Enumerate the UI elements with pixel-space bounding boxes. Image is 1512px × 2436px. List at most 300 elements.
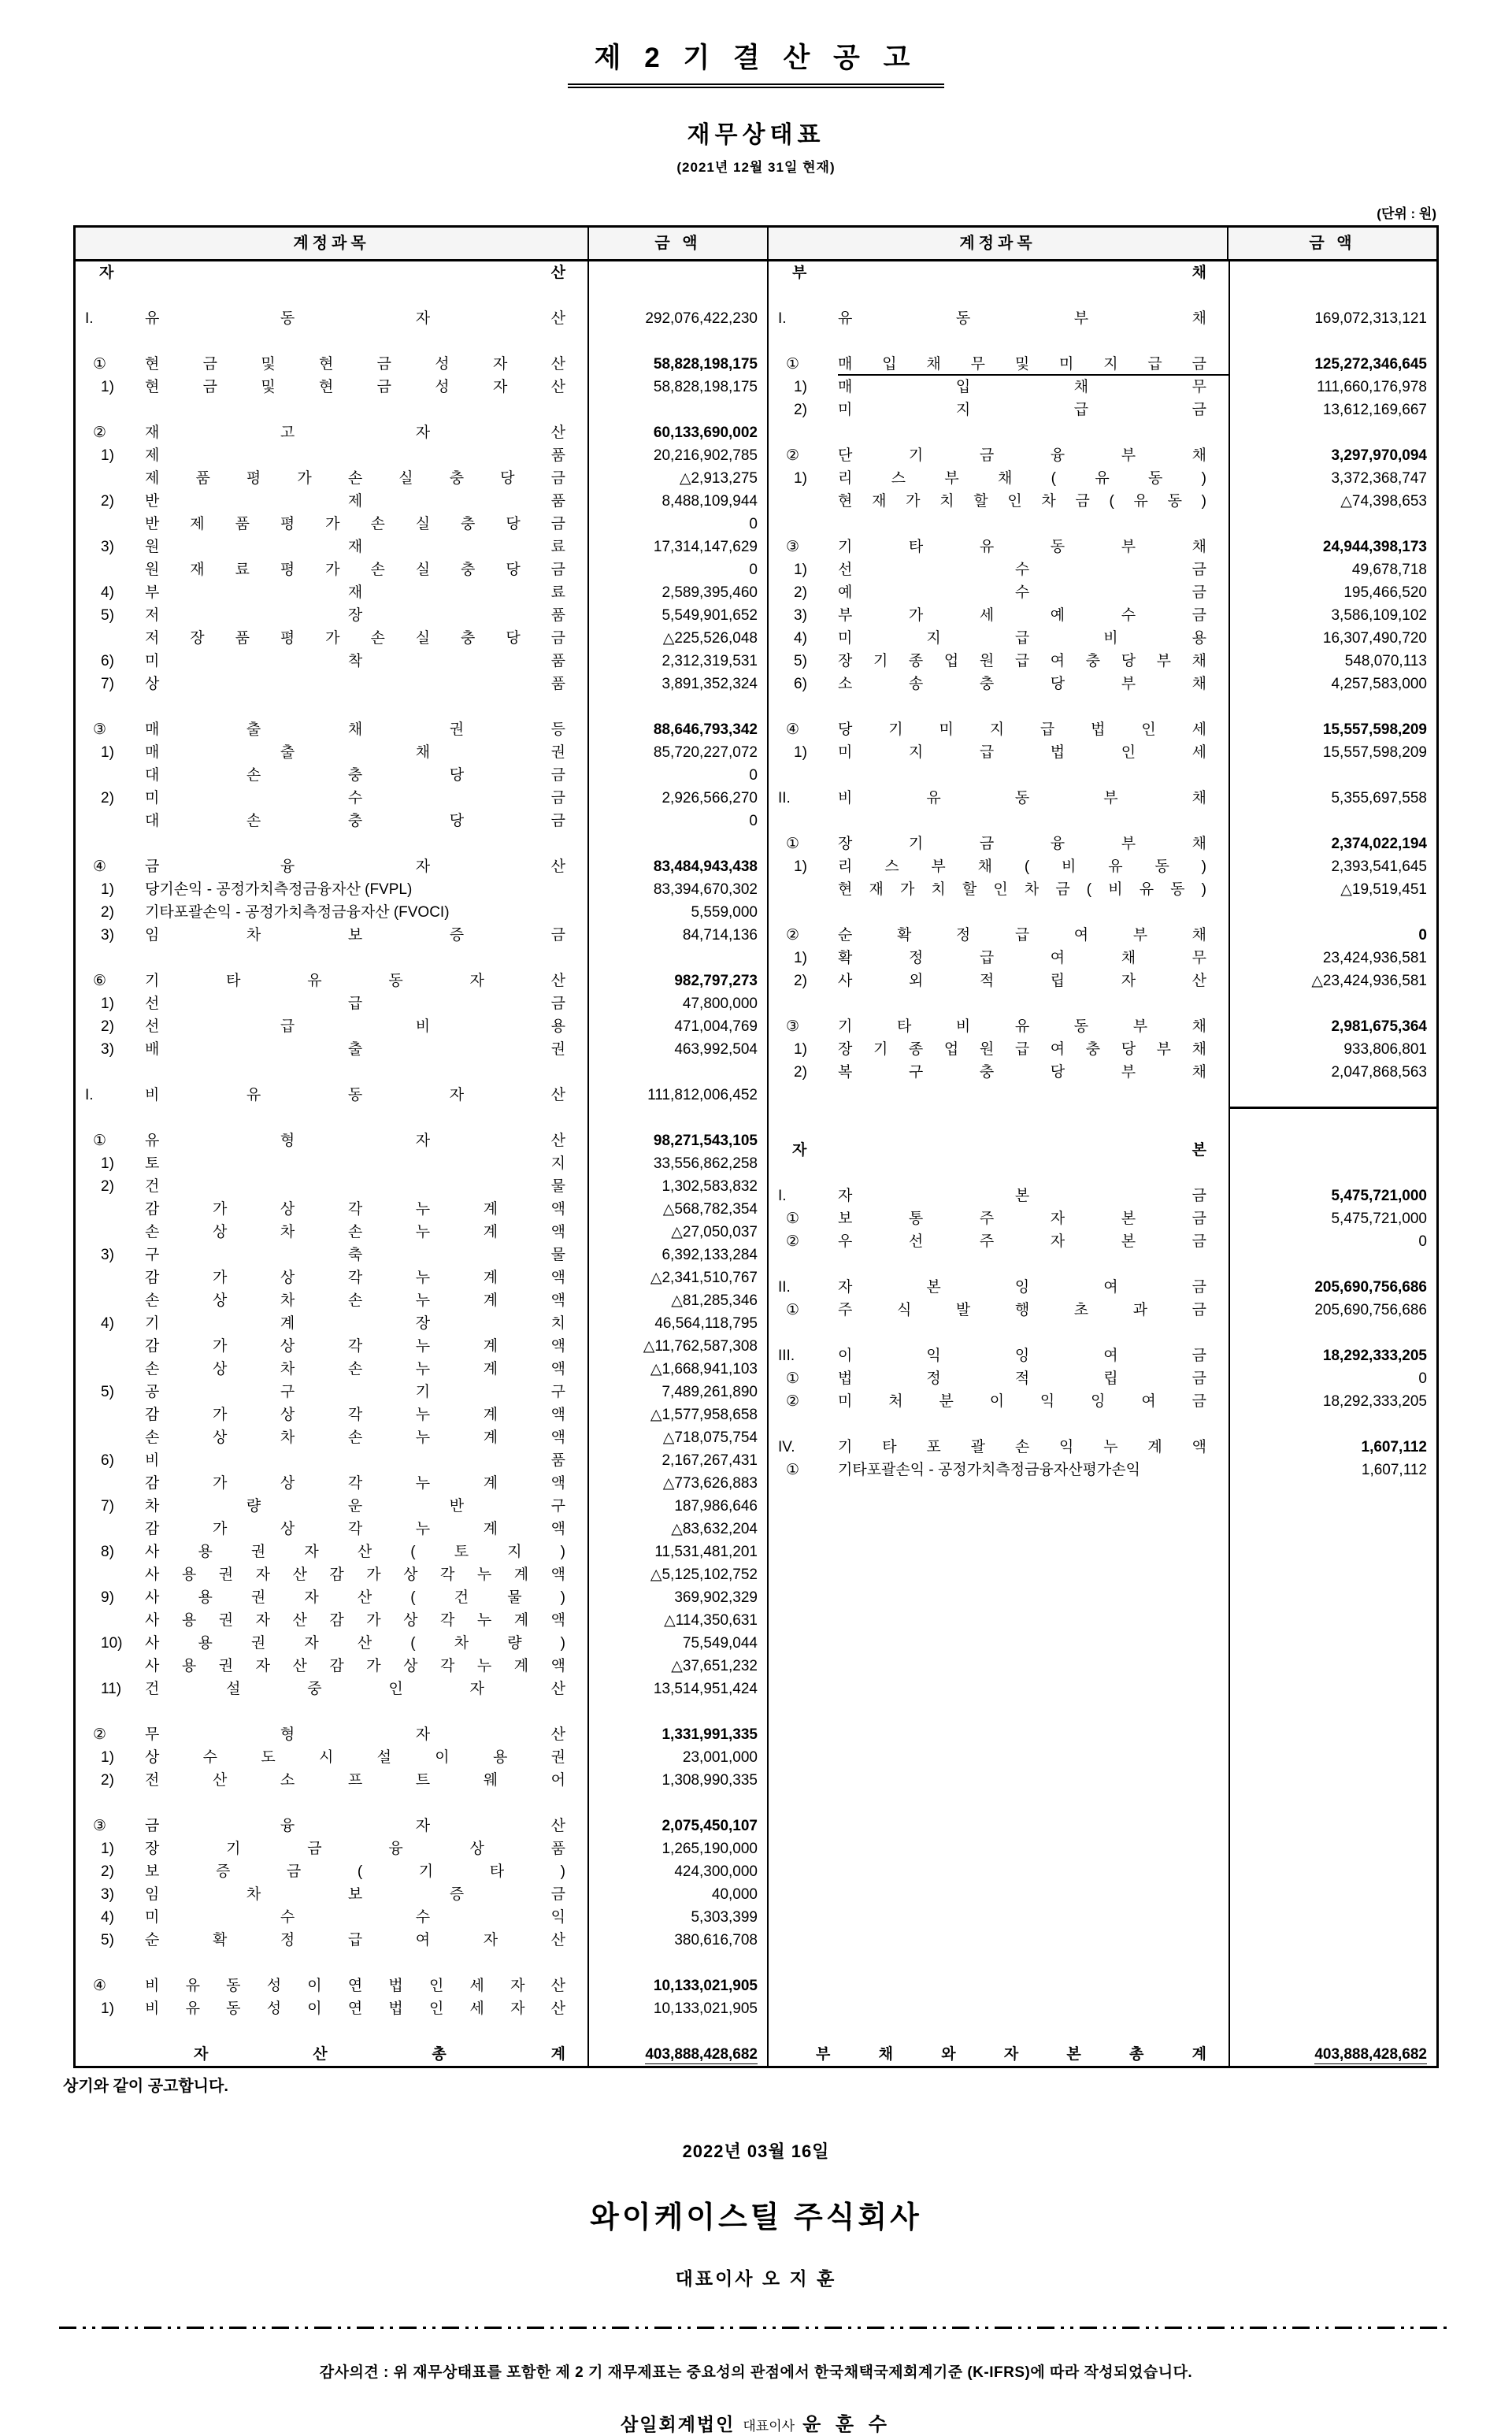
row-prefix: 2)	[794, 402, 807, 418]
notice-text: 상기와 같이 공고합니다.	[63, 2078, 228, 2095]
amount-cell: 10,133,021,905	[587, 1997, 767, 2020]
row-prefix: 5)	[101, 607, 114, 624]
table-row	[76, 536, 767, 558]
row-prefix: ④	[93, 1978, 107, 1994]
amount-cell	[1228, 695, 1436, 718]
amount-cell: 2,393,541,645	[1228, 855, 1436, 878]
amount-cell	[1228, 1139, 1436, 1162]
account-label: 예 수 금	[838, 584, 1206, 601]
balance-sheet-table	[73, 225, 1439, 2068]
amount-cell: 1,308,990,335	[587, 1769, 767, 1792]
table-row	[76, 1860, 767, 1883]
row-prefix	[76, 1358, 145, 1381]
spacer-row	[769, 330, 1436, 353]
account-label: 현 재 가 치 할 인 차 금 ( 비 유 동 )	[838, 881, 1206, 898]
account-label: 순 확 정 급 여 부 채	[838, 927, 1206, 944]
amount-cell: 0	[587, 558, 767, 581]
table-row	[76, 1906, 767, 1929]
account-label: 전 산 소 프 트 웨 어	[145, 1772, 565, 1789]
account-label: 우 선 주 자 본 금	[838, 1233, 1206, 1250]
amount-cell	[587, 947, 767, 970]
spacer-row	[76, 1061, 767, 1084]
amount-cell: 13,514,951,424	[587, 1678, 767, 1700]
row-prefix: 3)	[101, 1886, 114, 1903]
account-label: 보 통 주 자 본 금	[838, 1211, 1206, 1227]
row-prefix: ③	[93, 721, 107, 738]
dash-dot-divider	[59, 2327, 1453, 2329]
amount-cell: 83,484,943,438	[587, 855, 767, 878]
table-row	[76, 1015, 767, 1038]
amount-cell: 548,070,113	[1228, 650, 1436, 673]
amount-cell	[1228, 764, 1436, 787]
table-row	[76, 558, 767, 581]
amount-cell	[1228, 421, 1436, 444]
table-row	[769, 1344, 1436, 1367]
table-row	[76, 376, 767, 399]
table-row	[769, 490, 1436, 513]
table-row	[769, 1459, 1436, 1481]
spacer-row	[76, 1952, 767, 1974]
row-prefix: 1)	[794, 744, 807, 761]
row-prefix: 1)	[101, 744, 114, 761]
table-row	[76, 673, 767, 695]
amount-cell: 3,297,970,094	[1228, 444, 1436, 467]
spacer-row	[769, 1322, 1436, 1344]
amount-cell: 8,488,109,944	[587, 490, 767, 513]
total-label: 부 채 와 자 본 총 계	[816, 2046, 1206, 2063]
account-label: 미 지 급 금	[838, 402, 1206, 418]
liabilities-equity-pane	[767, 261, 1436, 2066]
amount-cell: 75,549,044	[587, 1632, 767, 1655]
account-label: 사 용 권 자 산 ( 건 물 )	[145, 1589, 565, 1606]
amount-cell	[587, 1792, 767, 1815]
table-row	[76, 1449, 767, 1472]
spacer-row	[769, 764, 1436, 787]
amount-cell: 83,394,670,302	[587, 878, 767, 901]
amount-cell: 403,888,428,682	[1228, 2043, 1436, 2066]
amount-cell: 3,372,368,747	[1228, 467, 1436, 490]
table-row	[769, 1185, 1436, 1207]
row-prefix	[76, 627, 145, 650]
amount-cell: 88,646,793,342	[587, 718, 767, 741]
table-row	[76, 1655, 767, 1678]
table-row	[76, 1038, 767, 1061]
row-prefix: 1)	[101, 447, 114, 464]
table-row	[769, 878, 1436, 901]
account-label: 금 융 자 산	[145, 1818, 565, 1834]
spacer-row	[769, 1162, 1436, 1185]
section-label: 자 본	[792, 1142, 1206, 1159]
amount-cell: 380,616,708	[587, 1929, 767, 1952]
row-prefix: 2)	[101, 904, 114, 921]
row-prefix	[76, 764, 145, 787]
amount-cell: 1,607,112	[1228, 1436, 1436, 1459]
account-label: 순 확 정 급 여 자 산	[145, 1932, 565, 1948]
amount-cell: △114,350,631	[587, 1609, 767, 1632]
table-row	[76, 878, 767, 901]
row-prefix: ①	[786, 356, 800, 373]
row-prefix	[76, 1403, 145, 1426]
amount-cell: 15,557,598,209	[1228, 718, 1436, 741]
account-label: 상 품	[145, 676, 565, 692]
header-account-right: 계정과목	[767, 228, 1227, 259]
row-prefix: IV.	[778, 1439, 795, 1455]
account-label: 사 외 적 립 자 산	[838, 973, 1206, 989]
account-label: 미 수 금	[145, 790, 565, 806]
row-prefix: ①	[786, 836, 800, 852]
section-label: 부 채	[792, 265, 1206, 281]
amount-cell: 205,690,756,686	[1228, 1276, 1436, 1299]
table-row	[769, 627, 1436, 650]
amount-cell	[1228, 992, 1436, 1015]
account-label: 손 상 차 손 누 계 액	[145, 1224, 565, 1240]
amount-cell: △225,526,048	[587, 627, 767, 650]
table-row	[76, 1837, 767, 1860]
table-row	[76, 1472, 767, 1495]
row-prefix	[76, 1335, 145, 1358]
auditor-name: 윤 훈 수	[802, 2414, 891, 2435]
row-prefix: 3)	[794, 607, 807, 624]
row-prefix: I.	[85, 310, 94, 327]
account-label: 비 유 동 부 채	[838, 790, 1206, 806]
row-prefix: 1)	[794, 950, 807, 966]
spacer-row	[76, 1107, 767, 1129]
table-row	[76, 353, 767, 376]
amount-cell: 5,559,000	[587, 901, 767, 924]
row-prefix	[76, 1198, 145, 1221]
row-prefix: 2)	[101, 1863, 114, 1880]
table-row	[76, 1929, 767, 1952]
account-label: 감 가 상 각 누 계 액	[145, 1338, 565, 1355]
row-prefix: 4)	[794, 630, 807, 647]
account-label: 배 출 권	[145, 1041, 565, 1058]
account-label: 손 상 차 손 누 계 액	[145, 1361, 565, 1377]
row-prefix: ②	[786, 1393, 800, 1410]
account-label: 매 입 채 무 및 미 지 급 금	[838, 353, 1228, 376]
amount-cell	[1228, 1162, 1436, 1185]
account-label: 기 타 비 유 동 부 채	[838, 1018, 1206, 1035]
account-label: 확 정 급 여 채 무	[838, 950, 1206, 966]
table-row	[76, 1563, 767, 1586]
table-row	[76, 421, 767, 444]
amount-cell: 403,888,428,682	[587, 2043, 767, 2066]
amount-cell: 1,265,190,000	[587, 1837, 767, 1860]
spacer-row	[76, 284, 767, 307]
table-row	[76, 1997, 767, 2020]
company-name: 와이케이스틸 주식회사	[590, 2201, 922, 2234]
spacer-row	[769, 1116, 1436, 1139]
amount-cell: △2,341,510,767	[587, 1266, 767, 1289]
header-amount-right: 금 액	[1227, 228, 1436, 259]
auditor-line	[0, 2408, 1512, 2436]
account-label: 임 차 보 증 금	[145, 1886, 565, 1903]
table-row	[76, 1198, 767, 1221]
table-row	[769, 1230, 1436, 1253]
amount-cell: 5,303,399	[587, 1906, 767, 1929]
table-row	[76, 1974, 767, 1997]
row-prefix: 1)	[794, 1041, 807, 1058]
amount-cell	[1228, 513, 1436, 536]
account-label: 반 제 품	[145, 493, 565, 510]
table-row	[76, 1084, 767, 1107]
account-label: 유 동 자 산	[145, 310, 565, 327]
amount-cell: 1,302,583,832	[587, 1175, 767, 1198]
table-row	[76, 1632, 767, 1655]
row-prefix: ②	[93, 1726, 107, 1743]
account-label: 사 용 권 자 산 감 가 상 각 누 계 액	[145, 1567, 565, 1583]
account-label: 임 차 보 증 금	[145, 927, 565, 944]
row-prefix: 7)	[101, 1498, 114, 1515]
amount-cell	[1228, 1322, 1436, 1344]
table-row	[76, 1403, 767, 1426]
account-label: 매 출 채 권 등	[145, 721, 565, 738]
table-row	[76, 1312, 767, 1335]
amount-cell: 46,564,118,795	[587, 1312, 767, 1335]
total-row	[76, 2043, 767, 2066]
amount-cell	[587, 2020, 767, 2043]
table-row	[76, 513, 767, 536]
amount-cell: 2,047,868,563	[1228, 1061, 1436, 1084]
account-label: 비 유 동 성 이 연 법 인 세 자 산	[145, 2000, 565, 2017]
row-prefix: 1)	[101, 996, 114, 1012]
account-label: 저 장 품 평 가 손 실 충 당 금	[145, 630, 565, 647]
account-label: 매 출 채 권	[145, 744, 565, 761]
row-prefix: ③	[786, 539, 800, 555]
amount-cell: 2,374,022,194	[1228, 832, 1436, 855]
amount-cell: 20,216,902,785	[587, 444, 767, 467]
table-row	[769, 307, 1436, 330]
account-label: 현 금 및 현 금 성 자 산	[145, 379, 565, 395]
spacer-row	[76, 1792, 767, 1815]
table-row	[76, 1495, 767, 1518]
table-row	[76, 1678, 767, 1700]
amount-cell: 187,986,646	[587, 1495, 767, 1518]
amount-cell	[1228, 261, 1436, 284]
amount-cell	[587, 695, 767, 718]
account-label: 공 구 기 구	[145, 1384, 565, 1400]
amount-cell: 33,556,862,258	[587, 1152, 767, 1175]
spacer-row	[76, 330, 767, 353]
account-label: 현 재 가 치 할 인 차 금 ( 유 동 )	[838, 493, 1206, 510]
account-label: 사 용 권 자 산 ( 차 량 )	[145, 1635, 565, 1652]
table-row	[76, 1769, 767, 1792]
amount-cell: 98,271,543,105	[587, 1129, 767, 1152]
spacer-row	[76, 695, 767, 718]
account-label: 이 익 잉 여 금	[838, 1348, 1206, 1364]
amount-cell: 111,660,176,978	[1228, 376, 1436, 399]
amount-cell: 982,797,273	[587, 970, 767, 992]
amount-cell: 3,891,352,324	[587, 673, 767, 695]
section-label: 자 산	[99, 265, 565, 281]
amount-cell: 18,292,333,205	[1228, 1390, 1436, 1413]
amount-cell: 7,489,261,890	[587, 1381, 767, 1403]
table-row	[76, 467, 767, 490]
row-prefix: 6)	[101, 653, 114, 669]
amount-cell: △5,125,102,752	[587, 1563, 767, 1586]
row-prefix: 2)	[101, 790, 114, 806]
amount-cell	[587, 330, 767, 353]
table-row	[769, 650, 1436, 673]
table-row	[76, 810, 767, 832]
table-row	[769, 787, 1436, 810]
account-label: 반 제 품 평 가 손 실 충 당 금	[145, 516, 565, 532]
spacer-row	[769, 695, 1436, 718]
table-row	[769, 1015, 1436, 1038]
account-label: 기 타 포 괄 손 익 누 계 액	[838, 1439, 1206, 1455]
account-label: 대 손 충 당 금	[145, 813, 565, 829]
amount-cell: △37,651,232	[587, 1655, 767, 1678]
amount-cell: 2,589,395,460	[587, 581, 767, 604]
row-prefix: III.	[778, 1348, 795, 1364]
row-prefix	[76, 1518, 145, 1541]
table-row	[76, 718, 767, 741]
row-prefix: ①	[786, 1302, 800, 1318]
amount-cell: 0	[587, 764, 767, 787]
account-label: 유 형 자 산	[145, 1133, 565, 1149]
right-pane-filler	[769, 1481, 1436, 2043]
amount-cell: 15,557,598,209	[1228, 741, 1436, 764]
table-row	[769, 970, 1436, 992]
row-prefix	[76, 1609, 145, 1632]
amount-cell: △27,050,037	[587, 1221, 767, 1244]
spacer-row	[76, 1700, 767, 1723]
table-row	[769, 353, 1436, 376]
account-label: 리 스 부 채 ( 유 동 )	[838, 470, 1206, 487]
row-prefix: 10)	[101, 1635, 123, 1652]
account-label: 장 기 금 융 상 품	[145, 1841, 565, 1857]
account-label: 법 정 적 립 금	[838, 1370, 1206, 1387]
row-prefix: II.	[778, 790, 791, 806]
spacer-row	[769, 284, 1436, 307]
row-prefix	[769, 878, 838, 901]
row-prefix: 2)	[794, 973, 807, 989]
amount-cell: 2,981,675,364	[1228, 1015, 1436, 1038]
account-label: 부 재 료	[145, 584, 565, 601]
amount-cell: 49,678,718	[1228, 558, 1436, 581]
account-label: 소 송 충 당 부 채	[838, 676, 1206, 692]
row-prefix: ④	[93, 858, 107, 875]
account-label: 기 타 유 동 부 채	[838, 539, 1206, 555]
account-label: 현 금 및 현 금 성 자 산	[145, 356, 565, 373]
account-label: 상 수 도 시 설 이 용 권	[145, 1749, 565, 1766]
amount-cell: 2,926,566,270	[587, 787, 767, 810]
total-label: 자 산 총 계	[194, 2046, 565, 2063]
account-label: 감 가 상 각 누 계 액	[145, 1407, 565, 1423]
account-label: 자 본 잉 여 금	[838, 1279, 1206, 1296]
table-row	[769, 718, 1436, 741]
table-row	[76, 901, 767, 924]
row-prefix: 2)	[101, 493, 114, 510]
row-prefix: II.	[778, 1279, 791, 1296]
section-heading-row	[769, 1139, 1436, 1162]
table-row	[76, 1175, 767, 1198]
account-label: 부 가 세 예 수 금	[838, 607, 1206, 624]
row-prefix: ②	[786, 927, 800, 944]
account-label: 선 수 금	[838, 562, 1206, 578]
table-row	[76, 741, 767, 764]
account-label: 사 용 권 자 산 ( 토 지 )	[145, 1544, 565, 1560]
table-row	[76, 307, 767, 330]
account-label: 감 가 상 각 누 계 액	[145, 1475, 565, 1492]
row-prefix: ⑥	[93, 973, 107, 989]
amount-cell: 40,000	[587, 1883, 767, 1906]
amount-cell: 11,531,481,201	[587, 1541, 767, 1563]
table-row	[76, 1883, 767, 1906]
row-prefix: 2)	[101, 1018, 114, 1035]
amount-cell: △19,519,451	[1228, 878, 1436, 901]
amount-cell	[1228, 901, 1436, 924]
table-row	[769, 1436, 1436, 1459]
account-label: 대 손 충 당 금	[145, 767, 565, 784]
row-prefix: 4)	[101, 584, 114, 601]
account-label: 장 기 종 업 원 급 여 충 당 부 채	[838, 1041, 1206, 1058]
announcement-date: 2022년 03월 16일	[682, 2141, 830, 2161]
spacer-row	[769, 421, 1436, 444]
account-label: 감 가 상 각 누 계 액	[145, 1201, 565, 1218]
table-row	[76, 650, 767, 673]
auditor-role: 대표이사	[743, 2419, 795, 2434]
account-label: 기 계 장 치	[145, 1315, 565, 1332]
amount-cell	[1228, 1084, 1436, 1107]
account-label: 원 재 료	[145, 539, 565, 555]
amount-cell: 24,944,398,173	[1228, 536, 1436, 558]
table-row	[76, 924, 767, 947]
table-row	[76, 1586, 767, 1609]
row-prefix: 1)	[794, 858, 807, 875]
row-prefix: 5)	[794, 653, 807, 669]
row-prefix: 3)	[101, 539, 114, 555]
spacer-row	[769, 1413, 1436, 1436]
account-label: 건 설 중 인 자 산	[145, 1681, 565, 1697]
table-row	[76, 1381, 767, 1403]
account-label: 저 장 품	[145, 607, 565, 624]
account-label: 감 가 상 각 누 계 액	[145, 1521, 565, 1537]
row-prefix: 5)	[101, 1384, 114, 1400]
table-row	[76, 764, 767, 787]
amount-cell	[1228, 330, 1436, 353]
unit-note: (단위 : 원)	[1377, 206, 1436, 221]
row-prefix: 9)	[101, 1589, 114, 1606]
table-row	[769, 1038, 1436, 1061]
amount-cell: △568,782,354	[587, 1198, 767, 1221]
table-row	[76, 1746, 767, 1769]
account-label: 금 융 자 산	[145, 858, 565, 875]
table-row	[769, 741, 1436, 764]
table-row	[76, 581, 767, 604]
table-row	[769, 558, 1436, 581]
table-row	[76, 1723, 767, 1746]
account-label: 선 급 비 용	[145, 1018, 565, 1035]
account-label: 기타포괄손익 - 공정가치측정금융자산평가손익	[838, 1462, 1140, 1478]
account-label: 장 기 금 융 부 채	[838, 836, 1206, 852]
table-row	[76, 1609, 767, 1632]
amount-cell	[587, 261, 767, 284]
amount-cell: 58,828,198,175	[587, 353, 767, 376]
account-label: 기 타 유 동 자 산	[145, 973, 565, 989]
account-label: 미 지 급 법 인 세	[838, 744, 1206, 761]
amount-cell	[587, 284, 767, 307]
table-row	[76, 1266, 767, 1289]
account-label: 복 구 충 당 부 채	[838, 1064, 1206, 1081]
amount-cell: △23,424,936,581	[1228, 970, 1436, 992]
row-prefix: ①	[93, 356, 107, 373]
row-prefix: 1)	[794, 379, 807, 395]
row-prefix	[76, 1221, 145, 1244]
amount-cell: 2,312,319,531	[587, 650, 767, 673]
table-row	[769, 1061, 1436, 1084]
row-prefix: 3)	[101, 1247, 114, 1263]
account-label: 감 가 상 각 누 계 액	[145, 1270, 565, 1286]
